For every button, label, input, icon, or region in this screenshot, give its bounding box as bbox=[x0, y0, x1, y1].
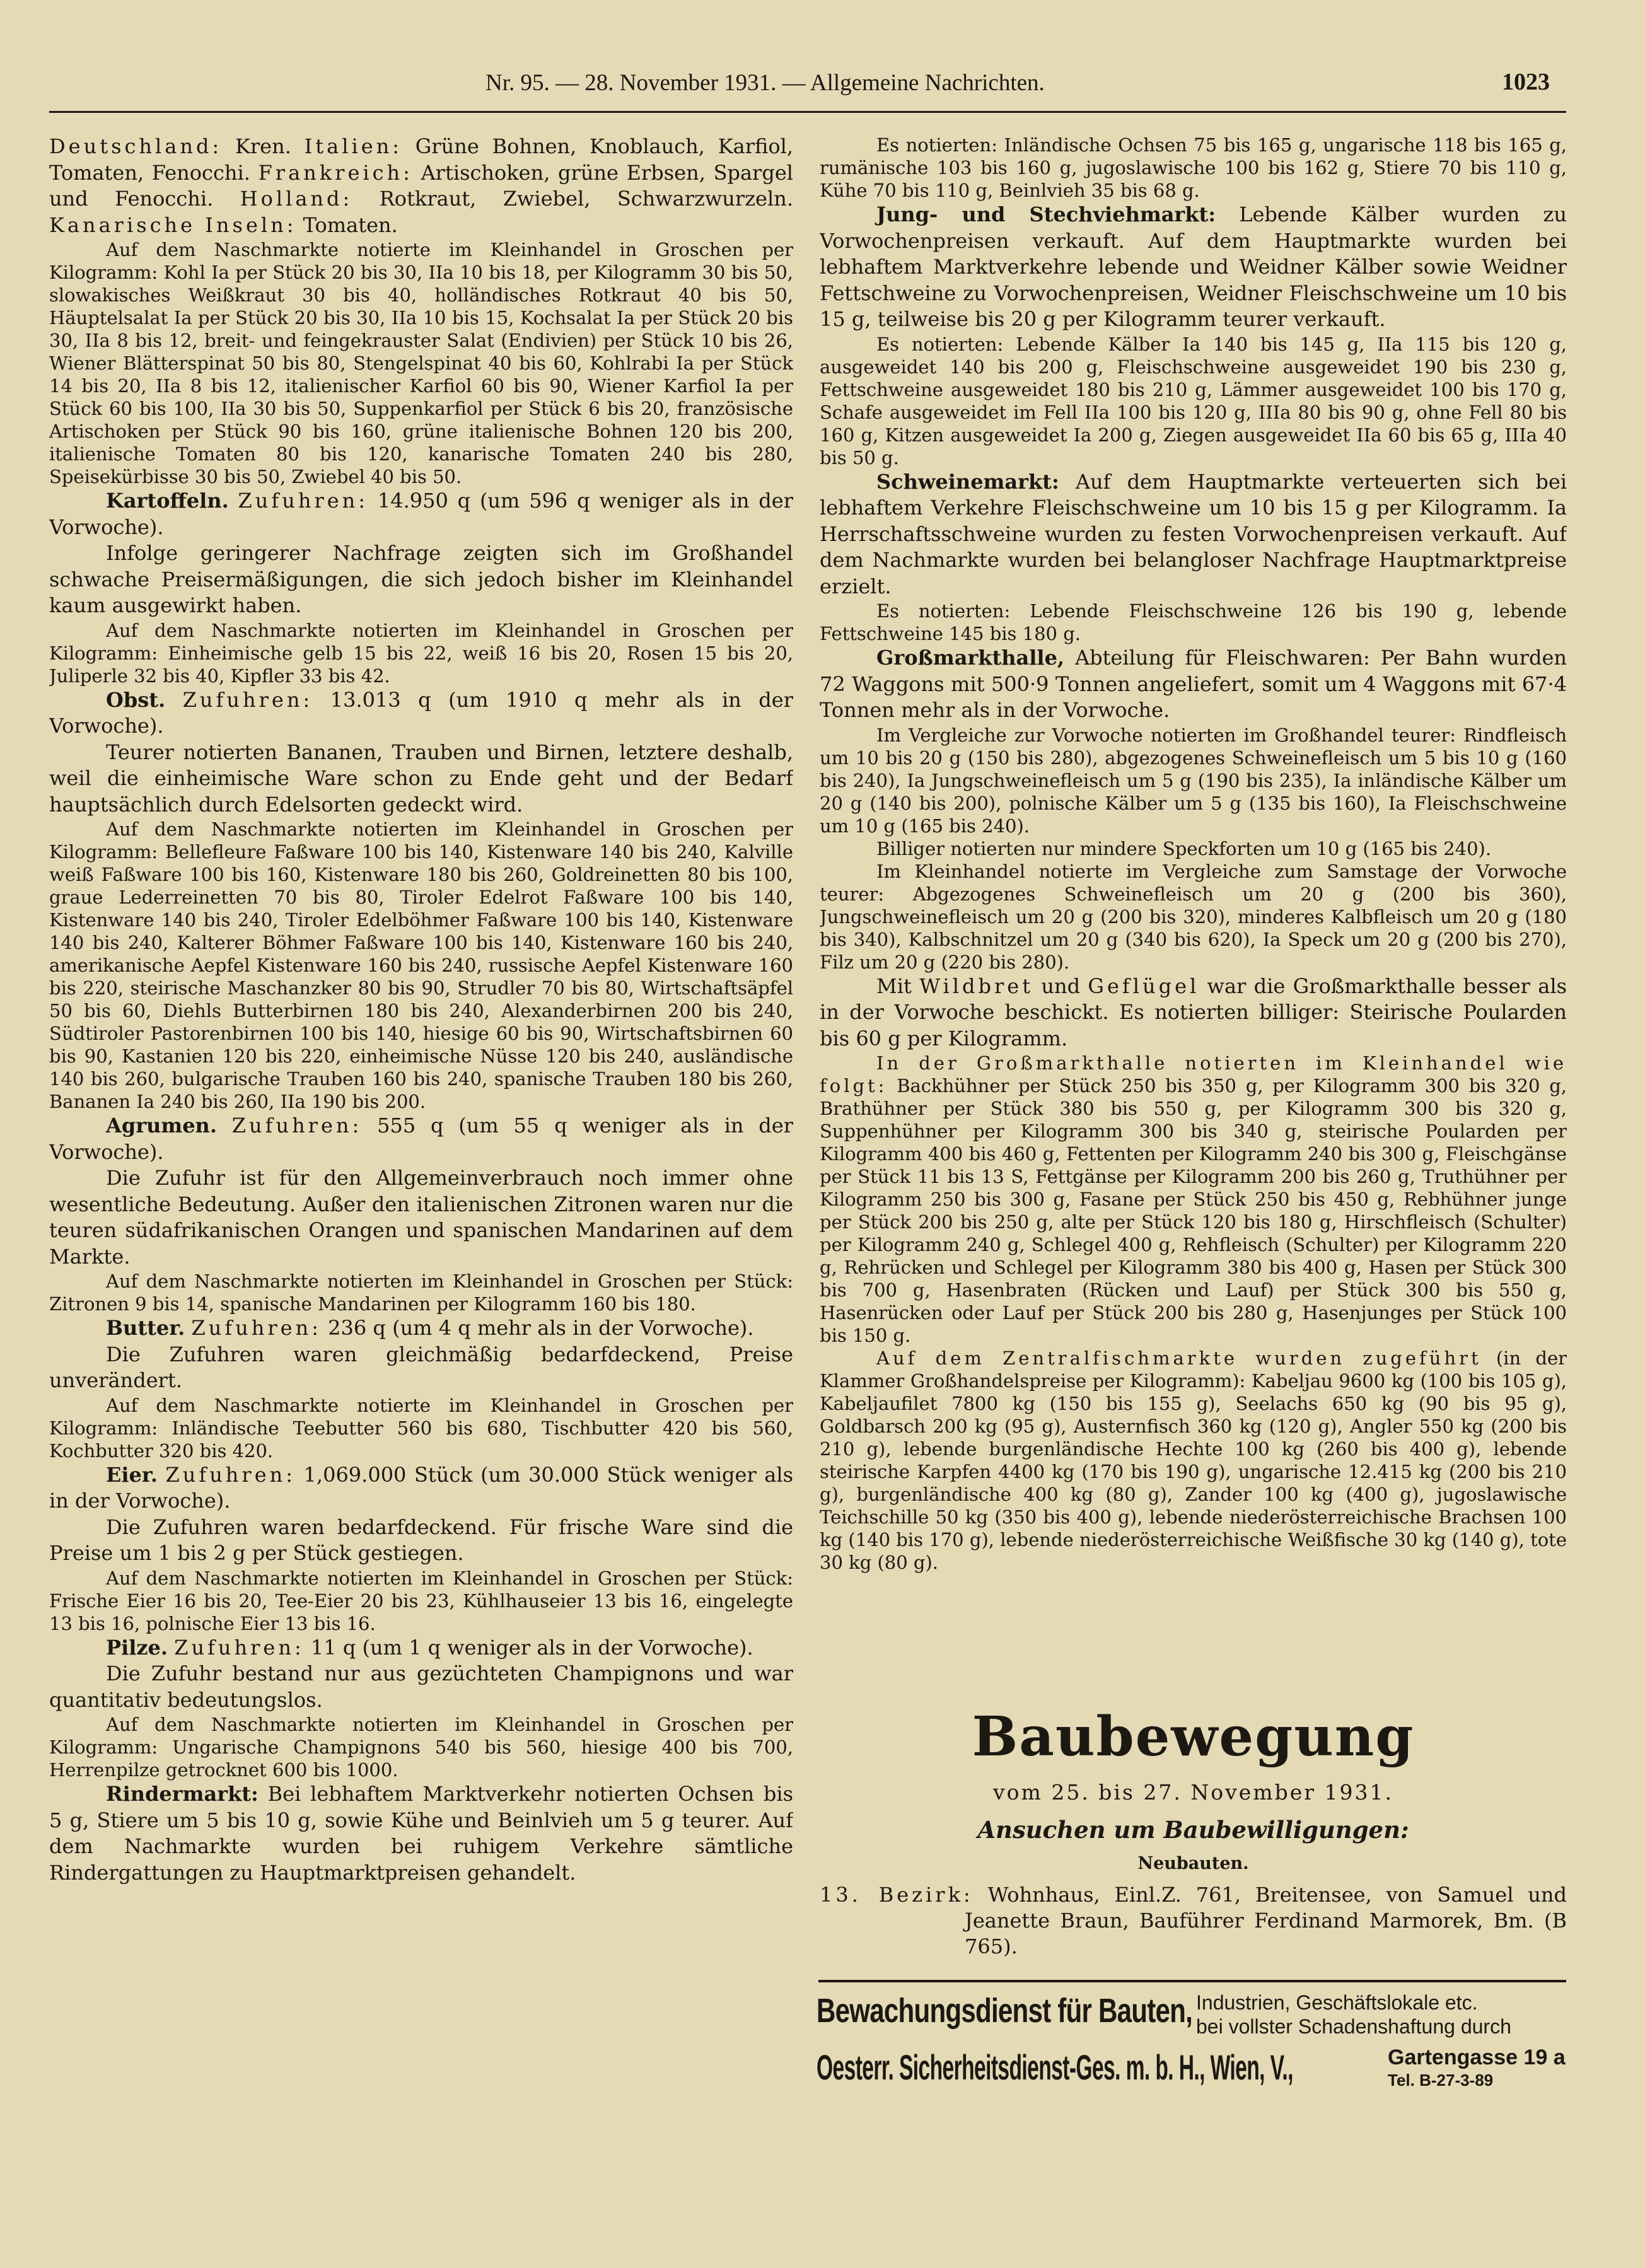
district-label: 13. Bezirk: bbox=[820, 1883, 974, 1907]
ad-telephone: Tel. B-27-3-89 bbox=[1388, 2071, 1494, 2090]
country-france: Frankreich: bbox=[258, 160, 413, 185]
citrus-text: Die Zufuhr ist für den Allgemeinverbrauch noch immer ohne wesentliche Bedeutung. Außer den italienischen Zitronen waren nur die teuren südafrikanischen Orangen und spanischen Mandarinen auf dem Markte. bbox=[49, 1166, 793, 1269]
market-hall-retail-label: In der Großmarkthalle notierten im Kleinhandel wie folgt: bbox=[820, 1052, 1567, 1096]
calf-market-label: Jung- und Stechviehmarkt: bbox=[876, 202, 1216, 226]
text: Kren. bbox=[222, 134, 305, 158]
market-hall-label: Großmarkthalle, bbox=[876, 646, 1065, 670]
supply-label: Zufuhren: bbox=[174, 1635, 305, 1660]
country-holland: Holland: bbox=[240, 187, 353, 211]
text: Bei lebhaftem Marktverkehr notierten Ochsen bis 5 g, Stiere um 5 bis 10 g, sowie Kühe und Beinlvieh um 5 g teurer. Auf dem Nachmarkte wurden bei ruhigem Verkehre sämtliche Rindergattungen zu Hauptmarktpreisen gehandelt. bbox=[49, 1782, 793, 1885]
cattle-market bbox=[49, 1781, 793, 1886]
supply-label: Zufuhren: bbox=[191, 1316, 322, 1340]
mushrooms-label: Pilze. bbox=[106, 1635, 168, 1660]
text: Rotkraut, Zwiebel, Schwarzwurzeln. bbox=[352, 187, 793, 211]
country-canary: Kanarische Inseln: bbox=[49, 212, 297, 237]
import-countries-paragraph bbox=[49, 134, 793, 238]
potatoes-text: Infolge geringerer Nachfrage zeigten sich im Großhandel schwache Preisermäßigungen, die sich jedoch bisher im Kleinhandel kaum ausgewirkt haben. bbox=[49, 541, 793, 617]
construction-entry bbox=[820, 1882, 1567, 1960]
text: Tomaten. bbox=[296, 212, 398, 237]
potatoes-heading bbox=[49, 488, 793, 540]
potatoes-label: Kartoffeln. bbox=[106, 489, 229, 513]
text: und bbox=[1033, 974, 1088, 998]
fruit-heading bbox=[49, 687, 793, 740]
ad-address: Gartengasse 19 a bbox=[1388, 2045, 1566, 2069]
ad-company: Oesterr. Sicherheitsdienst-Ges. m. b. H., Wien, V., bbox=[817, 2047, 1293, 2087]
ad-services: Industrien, Geschäftslokale etc. bbox=[1196, 1991, 1478, 2014]
butter-label: Butter. bbox=[106, 1316, 185, 1340]
ad-liability: bei vollster Schadenshaftung durch bbox=[1196, 2015, 1511, 2038]
cattle-prices: Es notierten: Inländische Ochsen 75 bis 165 g, ungarische 118 bis 165 g, rumänische 103 bis 160 g, jugoslawische 100 bis 162 g, Stiere 70 bis 110 g, Kühe 70 bis 110 g, Beinlvieh 35 bis 68 g. bbox=[820, 134, 1567, 201]
new-buildings-label: Neubauten. bbox=[1137, 1854, 1249, 1873]
supply-label: Zufuhren: bbox=[165, 1462, 296, 1487]
security-advertisement bbox=[817, 1991, 1567, 2092]
mushrooms-heading bbox=[49, 1635, 793, 1661]
construction-title: Baubewegung bbox=[972, 1705, 1415, 1769]
construction-subtitle: Ansuchen um Baubewilligungen: bbox=[977, 1816, 1409, 1844]
text: 555 q (um 55 q weniger als in der Vorwoche). bbox=[49, 1114, 793, 1164]
fish-prices bbox=[820, 1347, 1567, 1574]
text: 14.950 q (um 596 q weniger als in der Vorwoche). bbox=[49, 489, 793, 539]
text: Auf dem Hauptmarkte verteuerten sich bei lebhaftem Verkehre Fleischschweine um 10 bis 15 g per Kilogramm. Ia Herrschaftsschweine wurden zu festen Vorwochenpreisen verkauft. Auf dem Nachmarkte wurden bei belangloser Nachfrage Hauptmarktpreise erzielt. bbox=[820, 469, 1567, 598]
text: Grüne Bohnen, Knoblauch, Karfiol, Tomaten, Fenocchi. bbox=[49, 134, 793, 185]
header-title: Nr. 95. — 28. November 1931. — Allgemeine Nachrichten. bbox=[485, 70, 1045, 96]
text: 11 q (um 1 q weniger als in der Vorwoche). bbox=[304, 1635, 753, 1660]
game-poultry bbox=[820, 974, 1567, 1052]
game-label: Wildbret bbox=[919, 974, 1034, 998]
potatoes-prices: Auf dem Naschmarkte notierten im Kleinhandel in Groschen per Kilogramm: Einheimische gelb 15 bis 22, weiß 16 bis 20, Rosen 15 bis 20, Juliperle 32 bis 40, Kipfler 33 bis 42. bbox=[49, 619, 793, 687]
calf-prices: Es notierten: Lebende Kälber Ia 140 bis 145 g, IIa 115 bis 120 g, ausgeweidet 140 bis 200 g, Fleischschweine ausgeweidet 190 bis 230 g, Fettschweine ausgeweidet 180 bis 210 g, Lämmer ausgeweidet 100 bis 170 g, Schafe ausgeweidet im Fell IIa 100 bis 120 g, IIIa 80 bis 90 g, ohne Fell 80 bis 160 g, Kitzen ausgeweidet Ia 200 g, Ziegen ausgeweidet IIa 60 bis 65 g, IIIa 40 bis 50 g. bbox=[820, 333, 1567, 468]
entry-text: Wohnhaus, Einl.Z. 761, Breitensee, von Samuel und Jeanette Braun, Bauführer Ferdinand Marmorek, Bm. (B 765). bbox=[965, 1883, 1567, 1958]
citrus-label: Agrumen. bbox=[106, 1114, 217, 1137]
text: (in der Klammer Großhandelspreise per Kilogramm): Kabeljau 9600 kg (100 bis 105 g), Kabeljaufilet 7800 kg (150 bis 155 g), Seelachs 650 kg (90 bis 95 g), Goldbarsch 200 kg (95 g), Austernfisch 360 kg (120 g), Angler 550 kg (200 bis 210 g), lebende burgenländische Hechte 100 kg (260 bis 400 g), lebende steirische Karpfen 4400 kg (170 bis 190 g), ungarische 12.415 kg (200 bis 210 g), burgenländische 400 kg (80 g), Zander 100 kg (400 g), jugoslawische Teichschille 50 kg (350 bis 400 g), lebende niederösterreichische Brachsen 100 kg (140 bis 170 g), lebende niederösterreichische Weißfische 30 kg (140 g), tote 30 kg (80 g). bbox=[820, 1347, 1567, 1573]
text: Lebende Kälber wurden zu Vorwochenpreisen verkauft. Auf dem Hauptmarkte wurden bei lebhaftem Marktverkehre lebende und Weidner Kälber sowie Weidner Fettschweine zu Vorwochenpreisen, Weidner Fleischschweine um 10 bis 15 g, teilweise bis 20 g per Kilogramm teurer verkauft. bbox=[820, 202, 1567, 331]
cattle-label: Rindermarkt: bbox=[106, 1782, 259, 1806]
ad-rule bbox=[818, 1980, 1566, 1982]
mushrooms-prices: Auf dem Naschmarkte notierten im Kleinhandel in Groschen per Kilogramm: Ungarische Champignons 540 bis 560, hiesige 400 bis 700, Herrenpilze getrocknet 600 bis 1000. bbox=[49, 1714, 793, 1781]
text: 236 q (um 4 q mehr als in der Vorwoche). bbox=[322, 1316, 754, 1340]
fruit-label: Obst. bbox=[106, 687, 166, 712]
text: war die Großmarkthalle besser als in der Vorwoche beschickt. Es notierten billiger: Steirische Poularden bis 60 g per Kilogramm. bbox=[820, 974, 1567, 1050]
page-header bbox=[0, 63, 1645, 107]
page-number: 1023 bbox=[1502, 69, 1550, 95]
supply-label: Zufuhren: bbox=[231, 1114, 363, 1137]
pig-market bbox=[820, 469, 1567, 600]
pig-prices: Es notierten: Lebende Fleischschweine 126 bis 190 g, lebende Fettschweine 145 bis 180 g. bbox=[820, 600, 1567, 644]
header-rule bbox=[49, 111, 1566, 113]
pig-market-label: Schweinemarkt: bbox=[876, 469, 1059, 494]
ad-headline: Bewachungsdienst für Bauten, bbox=[817, 1992, 1193, 2030]
retail-comparison: Im Kleinhandel notierte im Vergleiche zum Samstage der Vorwoche teurer: Abgezogenes Schweinefleisch um 20 g (200 bis 360), Jungschweinefleisch um 20 g (200 bis 320), minderes Kalbfleisch um 20 g (180 bis 340), Kalbschnitzel um 20 g (340 bis 620), Ia Speck um 20 g (200 bis 270), Filz um 20 g (220 bis 280). bbox=[820, 860, 1567, 973]
market-hall bbox=[820, 645, 1567, 724]
calf-market bbox=[820, 202, 1567, 333]
poultry-prices bbox=[820, 1052, 1567, 1347]
country-italy: Italien: bbox=[304, 134, 403, 158]
eggs-text: Die Zufuhren waren bedarfdeckend. Für frische Ware sind die Preise um 1 bis 2 g per Stück gestiegen. bbox=[49, 1515, 793, 1565]
text: 1,069.000 Stück (um 30.000 Stück weniger als in der Vorwoche). bbox=[49, 1462, 793, 1513]
butter-prices: Auf dem Naschmarkte notierte im Kleinhandel in Groschen per Kilogramm: Inländische Teebutter 560 bis 680, Tischbutter 420 bis 560, Kochbutter 320 bis 420. bbox=[49, 1394, 793, 1462]
text: Abteilung für Fleischwaren: Per Bahn wurden 72 Waggons mit 500·9 Tonnen angeliefert, somit um 4 Waggons mit 67·4 Tonnen mehr als in der Vorwoche. bbox=[820, 646, 1567, 722]
butter-heading bbox=[49, 1315, 793, 1342]
supply-label: Zufuhren: bbox=[182, 687, 313, 712]
text: Mit bbox=[876, 974, 920, 998]
eggs-prices: Auf dem Naschmarkte notierten im Kleinhandel in Groschen per Stück: Frische Eier 16 bis 20, Tee-Eier 20 bis 23, Kühlhauseier 13 bis 16, eingelegte 13 bis 16, polnische Eier 13 bis 16. bbox=[49, 1567, 793, 1634]
cheaper-note: Billiger notierten nur mindere Speckforten um 10 g (165 bis 240). bbox=[876, 837, 1492, 859]
left-column bbox=[49, 134, 793, 2107]
fruit-text: Teurer notierten Bananen, Trauben und Birnen, letztere deshalb, weil die einheimische Ware schon zu Ende geht und der Bedarf hauptsächlich durch Edelsorten gedeckt wird. bbox=[49, 740, 793, 817]
eggs-label: Eier. bbox=[106, 1462, 158, 1487]
fruit-prices: Auf dem Naschmarkte notierten im Kleinhandel in Groschen per Kilogramm: Bellefleure Faßware 100 bis 140, Kistenware 140 bis 240, Kalville weiß Faßware 100 bis 160, Kistenware 180 bis 260, Goldreinetten 80 bis 100, graue Lederreinetten 70 bis 80, Tiroler Edelrot Faßware 100 bis 140, Kistenware 140 bis 240, Tiroler Edelböhmer Faßware 100 bis 140, Kistenware 140 bis 240, Kalterer Böhmer Faßware 100 bis 140, Kistenware 160 bis 240, amerikanische Aepfel Kistenware 160 bis 240, russische Aepfel Kistenware 160 bis 220, steirische Maschanzker 80 bis 90, Strudler 70 bis 80, Wirtschaftsäpfel 50 bis 60, Diehls Butterbirnen 180 bis 240, Alexanderbirnen 200 bis 240, Südtiroler Pastorenbirnen 100 bis 140, hiesige 60 bis 90, Wirtschaftsbirnen 60 bis 90, Kastanien 120 bis 220, einheimische Nüsse 120 bis 240, ausländische 140 bis 260, bulgarische Trauben 160 bis 240, spanische Trauben 180 bis 260, Bananen Ia 240 bis 260, IIa 190 bis 200. bbox=[49, 818, 793, 1112]
text: Artischoken, grüne Erbsen, Spargel und Fenocchi. bbox=[49, 160, 793, 211]
citrus-prices: Auf dem Naschmarkte notierten im Kleinhandel in Groschen per Stück: Zitronen 9 bis 14, spanische Mandarinen per Kilogramm 160 bis 180. bbox=[49, 1271, 793, 1315]
fish-market-label: Auf dem Zentralfischmarkte wurden zugeführt bbox=[876, 1347, 1482, 1369]
supply-label: Zufuhren: bbox=[238, 489, 369, 513]
vegetable-prices: Auf dem Naschmarkte notierte im Kleinhandel in Groschen per Kilogramm: Kohl Ia per Stück 20 bis 30, IIa 10 bis 18, per Kilogramm 30 bis 50, slowakisches Weißkraut 30 bis 40, holländisches Rotkraut 40 bis 50, Häuptelsalat Ia per Stück 20 bis 30, IIa 10 bis 15, Kochsalat Ia per Stück 20 bis 30, IIa 8 bis 12, breit- und feingekrauster Salat (Endivien) per Stück 10 bis 26, Wiener Blätterspinat 50 bis 80, Stengelspinat 40 bis 60, Kohlrabi Ia per Stück 14 bis 20, IIa 8 bis 12, italienischer Karfiol 60 bis 90, Wiener Karfiol Ia per Stück 60 bis 100, IIa 30 bis 50, Suppenkarfiol per Stück 6 bis 20, französische Artischoken per Stück 90 bis 160, grüne italienische Bohnen 120 bis 200, italienische Tomaten 80 bis 120, kanarische Tomaten 240 bis 280, Speisekürbisse 30 bis 50, Zwiebel 40 bis 50. bbox=[49, 239, 793, 487]
construction-date: vom 25. bis 27. November 1931. bbox=[993, 1780, 1393, 1805]
poultry-label: Geflügel bbox=[1088, 974, 1200, 998]
wholesale-comparison: Im Vergleiche zur Vorwoche notierten im Großhandel teurer: Rindfleisch um 10 bis 20 g (150 bis 280), abgezogenes Schweinefleisch um 5 bis 10 g (160 bis 240), Ia Jungschweinefleisch um 5 g (190 bis 235), Ia inländische Kälber um 20 g (140 bis 200), polnische Kälber um 5 g (135 bis 160), Ia Fleischschweine um 10 g (165 bis 240). bbox=[820, 724, 1567, 837]
country-germany: Deutschland: bbox=[49, 134, 223, 158]
mushrooms-text: Die Zufuhr bestand nur aus gezüchteten Champignons und war quantitativ bedeutungslos. bbox=[49, 1661, 793, 1712]
butter-text: Die Zufuhren waren gleichmäßig bedarfdeckend, Preise unverändert. bbox=[49, 1342, 793, 1392]
citrus-heading bbox=[49, 1113, 793, 1165]
eggs-heading bbox=[49, 1462, 793, 1515]
text: 13.013 q (um 1910 q mehr als in der Vorwoche). bbox=[49, 687, 793, 738]
text: Backhühner per Stück 250 bis 350 g, per Kilogramm 300 bis 320 g, Brathühner per Stück 380 bis 550 g, per Kilogramm 300 bis 320 g, Suppenhühner per Kilogramm 300 bis 340 g, steirische Poularden per Kilogramm 400 bis 460 g, Fettenten per Kilogramm 240 bis 300 g, Fleischgänse per Stück 11 bis 13 S, Fettgänse per Kilogramm 200 bis 260 g, Truthühner per Kilogramm 250 bis 300 g, Fasane per Stück 250 bis 450 g, Rebhühner junge per Stück 200 bis 250 g, alte per Stück 120 bis 180 g, Hirschfleisch (Schulter) per Kilogramm 240 g, Schlegel 400 g, Rehfleisch (Schulter) per Kilogramm 220 g, Rehrücken und Schlegel per Kilogramm 380 bis 400 g, Hasen per Stück 300 bis 700 g, Hasenbraten (Rücken und Lauf) per Stück 300 bis 550 g, Hasenrücken oder Lauf per Stück 200 bis 280 g, Hasenjunges per Stück 100 bis 150 g. bbox=[820, 1075, 1567, 1346]
right-column bbox=[820, 134, 1567, 1760]
construction-section bbox=[820, 1706, 1567, 1960]
